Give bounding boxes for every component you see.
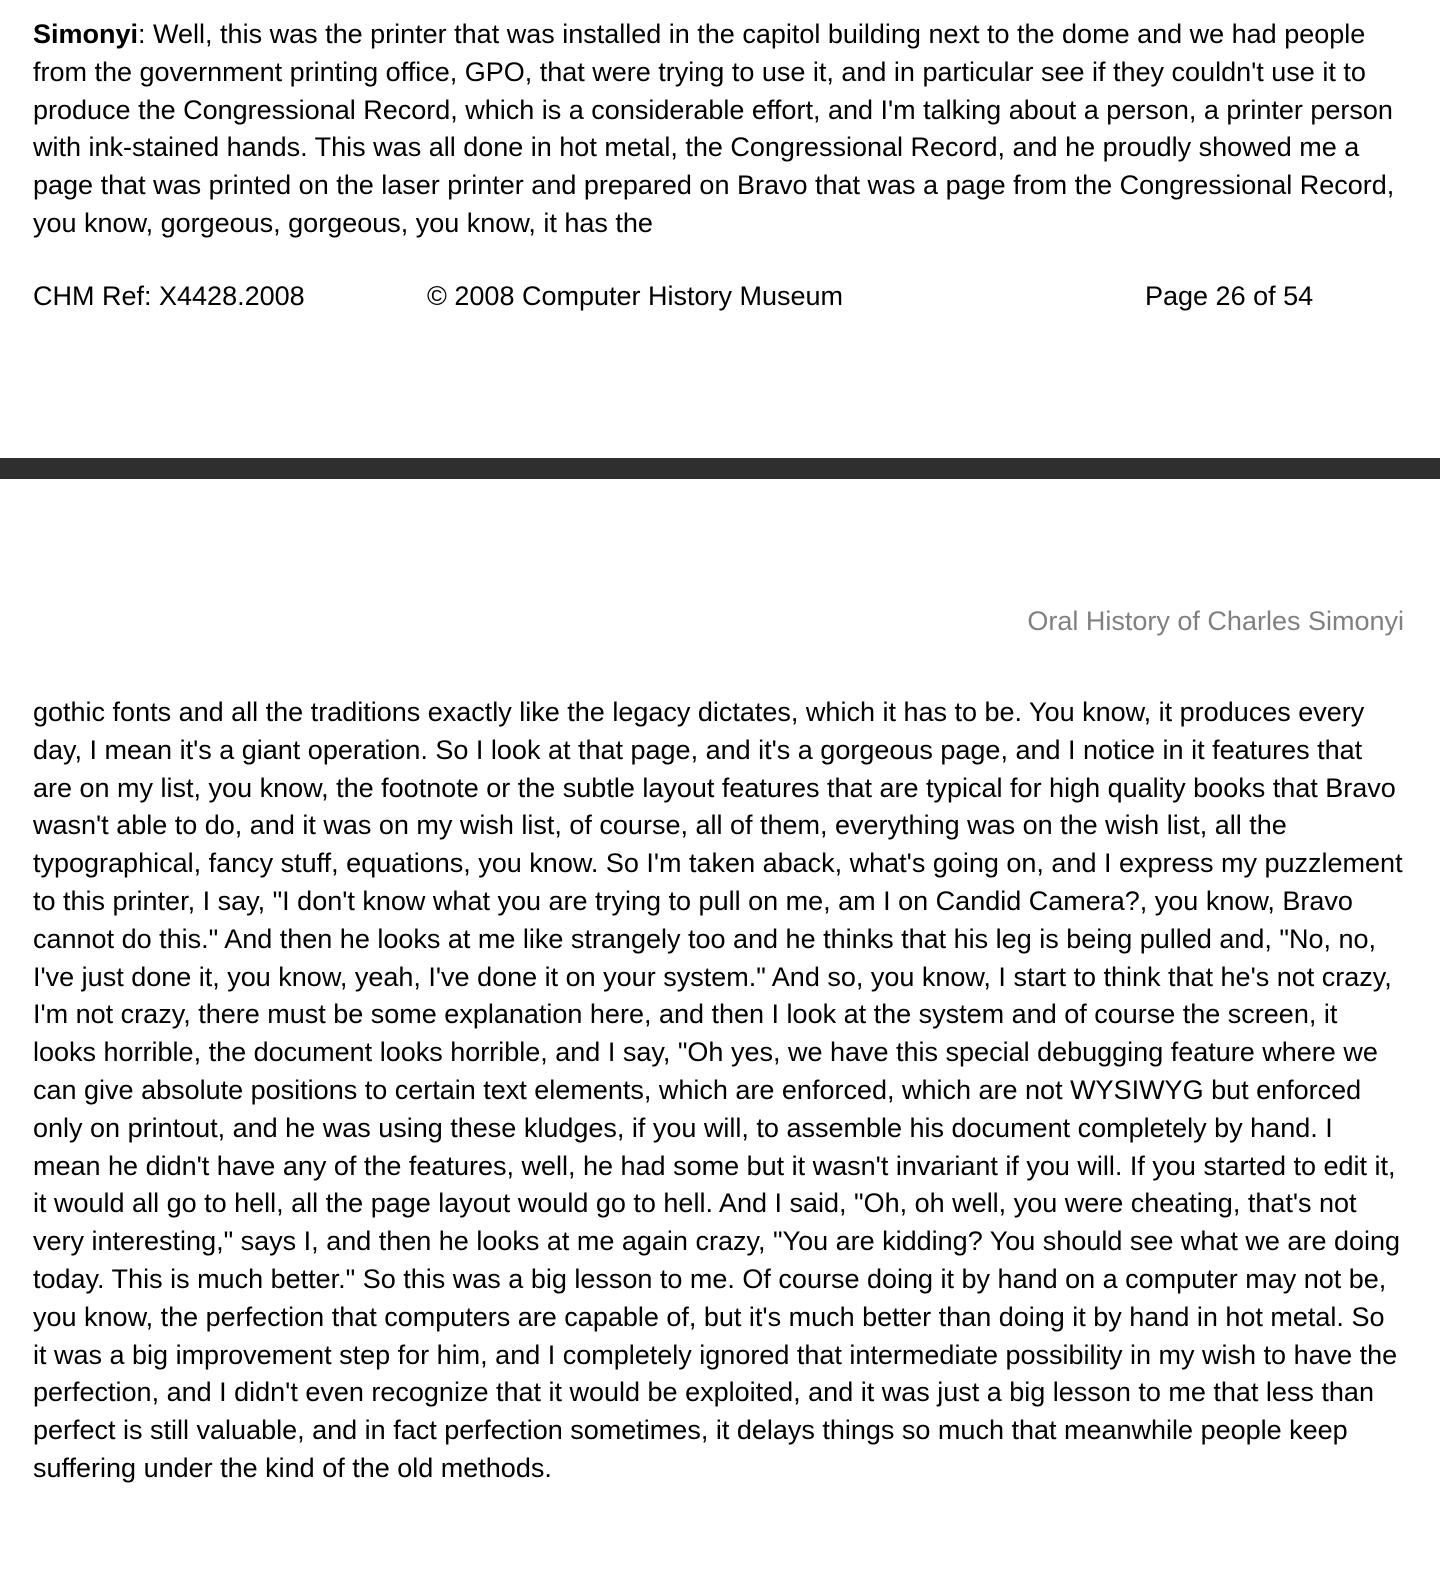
page-header-title: Oral History of Charles Simonyi — [1027, 606, 1404, 636]
footer-reference: CHM Ref: X4428.2008 — [33, 281, 305, 311]
document-page-26 — [0, 0, 1440, 458]
speaker-colon: : — [138, 19, 146, 49]
footer-copyright: © 2008 Computer History Museum — [427, 281, 844, 311]
paragraph-text: Well, this was the printer that was installed in the capitol building next to the dome and we had people from the government printing office, GPO, that were trying to use it, and in particular see if they couldn't use it to produce the Congressional Record, which is a considerable effort, and I'm talking about a person, a printer person with ink-stained hands. This was all done in hot metal, the Congressional Record, and he proudly showed me a page that was printed on the laser printer and prepared on Bravo that was a page from the Congressional Record, you know, gorgeous, gorgeous, you know, it has the — [33, 19, 1395, 238]
footer-page-number: Page 26 of 54 — [1145, 281, 1314, 311]
transcript-paragraph-top — [33, 16, 1405, 243]
transcript-paragraph-bottom: gothic fonts and all the traditions exactly like the legacy dictates, which it has to be. You know, it produces every day, I mean it's a giant operation. So I look at that page, and it's a gorgeous page, and I notice in it features that are on my list, you know, the footnote or the subtle layout features that are typical for high quality books that Bravo wasn't able to do, and it was on my wish list, of course, all of them, everything was on the wish list, all the typographical, fancy stuff, equations, you know. So I'm taken aback, what's going on, and I express my puzzlement to this printer, I say, "I don't know what you are trying to pull on me, am I on Candid Camera?, you know, Bravo cannot do this." And then he looks at me like strangely too and he thinks that his leg is being pulled and, "No, no, I've just done it, you know, yeah, I've done it on your system." And so, you know, I start to think that he's not crazy, I'm not crazy, there must be some explanation here, and then I look at the system and of course the screen, it looks horrible, the document looks horrible, and I say, "Oh yes, we have this special debugging feature where we can give absolute positions to certain text elements, which are enforced, which are not WYSIWYG but enforced only on printout, and he was using these kludges, if you will, to assemble his document completely by hand. I mean he didn't have any of the features, well, he had some but it wasn't invariant if you will. If you started to edit it, it would all go to hell, all the page layout would go to hell. And I said, "Oh, oh well, you were cheating, that's not very interesting," says I, and then he looks at me again crazy, "You are kidding? You should see what we are doing today. This is much better." So this was a big lesson to me. Of course doing it by hand on a computer may not be, you know, the perfection that computers are capable of, but it's much better than doing it by hand in hot metal. So it was a big improvement step for him, and I completely ignored that intermediate possibility in my wish to have the perfection, and I didn't even recognize that it would be exploited, and it was just a big lesson to me that less than perfect is still valuable, and in fact perfection sometimes, it delays things so much that meanwhile people keep suffering under the kind of the old methods. — [33, 697, 1403, 1483]
speaker-name: Simonyi — [33, 19, 139, 49]
page-separator — [0, 458, 1440, 479]
document-page-27 — [0, 479, 1440, 1594]
